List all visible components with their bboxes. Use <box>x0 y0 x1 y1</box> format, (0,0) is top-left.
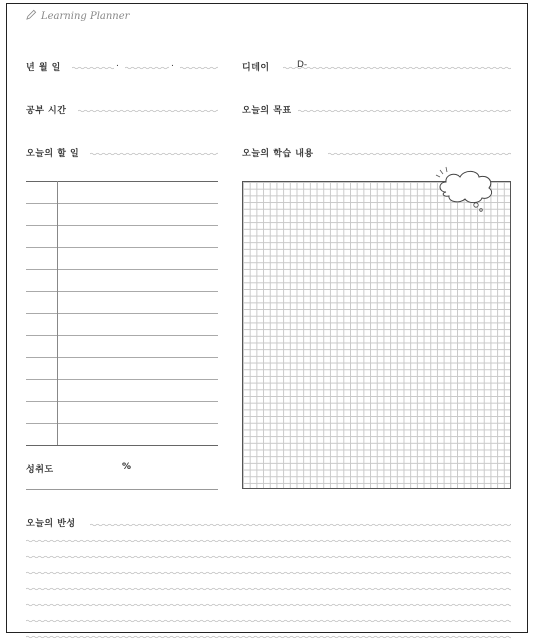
todo-row-line[interactable] <box>26 203 218 204</box>
study-content-label: 오늘의 학습 내용 <box>242 149 314 159</box>
study-content-title-field[interactable] <box>328 152 511 156</box>
study-time-field[interactable] <box>78 109 218 113</box>
todo-row-line[interactable] <box>26 423 218 424</box>
reflection-line[interactable] <box>26 603 511 607</box>
study-grid[interactable] <box>242 181 511 489</box>
reflection-line[interactable] <box>26 539 511 543</box>
year-field[interactable] <box>72 66 114 70</box>
reflection-line[interactable] <box>26 571 511 575</box>
todo-row-line[interactable] <box>26 269 218 270</box>
todo-row-line[interactable] <box>26 313 218 314</box>
achievement-unit: % <box>122 462 132 472</box>
todo-row-line[interactable] <box>26 379 218 380</box>
day-field[interactable] <box>180 66 218 70</box>
todo-title-field[interactable] <box>90 152 218 156</box>
todo-row-line[interactable] <box>26 445 218 446</box>
todo-row-line[interactable] <box>26 357 218 358</box>
date-label: 년 월 일 <box>26 63 61 73</box>
month-field[interactable] <box>125 66 169 70</box>
reflection-line[interactable] <box>26 619 511 623</box>
date-separator-2: . <box>171 59 174 69</box>
todo-row-line[interactable] <box>26 247 218 248</box>
dday-field[interactable] <box>283 66 511 70</box>
reflection-line[interactable] <box>26 555 511 559</box>
brand-title <box>26 9 129 23</box>
reflection-title-field[interactable] <box>90 523 511 527</box>
todo-row-line[interactable] <box>26 225 218 226</box>
pencil-icon <box>26 9 37 23</box>
study-time-label: 공부 시간 <box>26 106 67 116</box>
cloud-doodle-icon <box>432 164 502 214</box>
todo-label: 오늘의 할 일 <box>26 149 80 159</box>
reflection-line[interactable] <box>26 587 511 591</box>
todo-row-line[interactable] <box>26 401 218 402</box>
achievement-label: 성취도 <box>26 465 54 475</box>
achievement-field[interactable] <box>26 489 218 490</box>
goal-label: 오늘의 목표 <box>242 106 292 116</box>
reflection-line[interactable] <box>26 635 511 639</box>
dday-prefix: D- <box>297 60 308 70</box>
todo-list-divider <box>57 181 58 445</box>
reflection-label: 오늘의 반성 <box>26 519 76 529</box>
dday-label: 디데이 <box>242 63 270 73</box>
brand-text: Learning Planner <box>41 10 130 22</box>
todo-row-line[interactable] <box>26 181 218 182</box>
date-separator-1: . <box>116 59 119 69</box>
todo-row-line[interactable] <box>26 291 218 292</box>
goal-field[interactable] <box>298 109 511 113</box>
todo-row-line[interactable] <box>26 335 218 336</box>
